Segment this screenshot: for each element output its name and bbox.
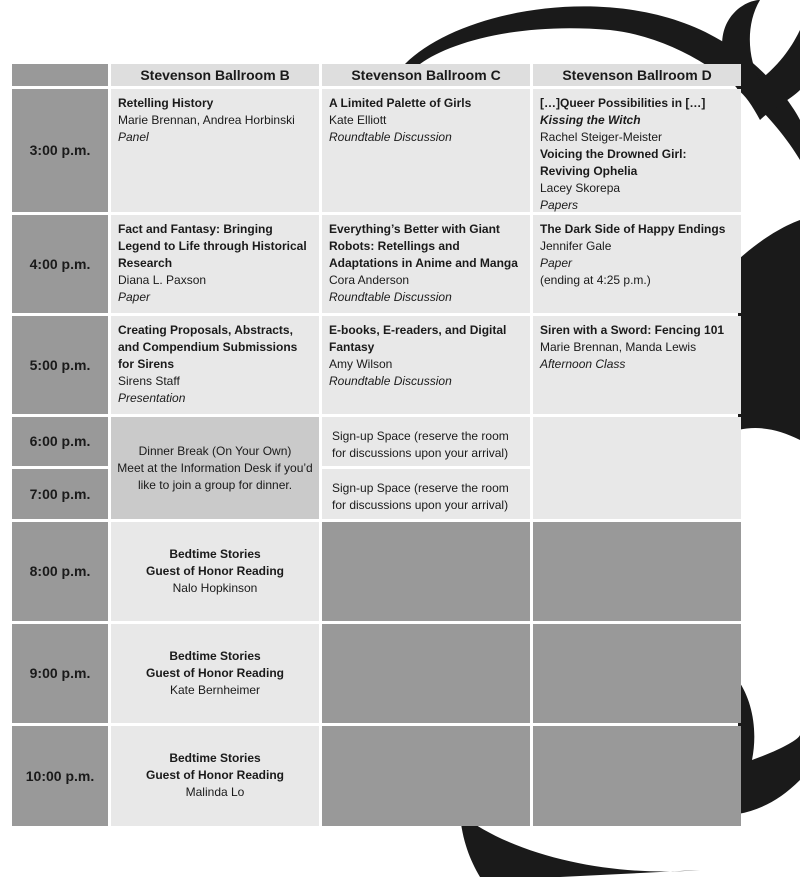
session-3pm-b xyxy=(111,89,319,212)
session-title: The Dark Side of Happy Endings xyxy=(540,222,726,236)
session-format: Panel xyxy=(118,130,149,144)
session-people: Jennifer Gale xyxy=(540,239,612,253)
bedtime-title: Bedtime Stories xyxy=(169,649,261,663)
session-people: Kate Elliott xyxy=(329,113,387,127)
session-format: Roundtable Discussion xyxy=(329,374,452,388)
session-3pm-d xyxy=(533,89,741,212)
empty-cell xyxy=(533,624,741,723)
dinner-note: Meet at the Information Desk if you’d like to join a group for dinner. xyxy=(117,460,313,492)
time-7pm: 7:00 p.m. xyxy=(12,469,108,519)
session-4pm-c xyxy=(322,215,530,313)
session-5pm-c xyxy=(322,316,530,414)
session-3pm-c xyxy=(322,89,530,212)
bedtime-reader: Kate Bernheimer xyxy=(169,683,261,697)
time-3pm: 3:00 p.m. xyxy=(12,89,108,212)
session-format: Papers xyxy=(540,198,579,212)
session-title: Retelling History xyxy=(118,96,214,110)
time-4pm: 4:00 p.m. xyxy=(12,215,108,313)
bedtime-subtitle: Guest of Honor Reading xyxy=(146,564,284,578)
bedtime-reader: Malinda Lo xyxy=(185,785,245,799)
bedtime-reader: Nalo Hopkinson xyxy=(172,581,258,595)
bedtime-stories-8pm xyxy=(111,522,319,621)
session-title-italic: Kissing the Witch xyxy=(540,113,641,127)
session-format: Paper xyxy=(540,256,573,270)
session-title: Siren with a Sword: Fencing 101 xyxy=(540,323,725,337)
session-format: Roundtable Discussion xyxy=(329,290,452,304)
empty-cell xyxy=(322,522,530,621)
session-people: Marie Brennan, Manda Lewis xyxy=(540,340,697,354)
session-people: Cora Anderson xyxy=(329,273,410,287)
session-title: […]Queer Possibilities in […] xyxy=(540,96,706,110)
empty-cell xyxy=(533,726,741,826)
schedule-grid xyxy=(12,64,738,814)
empty-cell xyxy=(322,624,530,723)
session-people: Marie Brennan, Andrea Horbinski xyxy=(118,113,295,127)
session-people: Sirens Staff xyxy=(118,374,180,388)
session-people: Lacey Skorepa xyxy=(540,181,621,195)
session-people: Rachel Steiger-Meister xyxy=(540,130,663,144)
bedtime-subtitle: Guest of Honor Reading xyxy=(146,768,284,782)
session-people: Amy Wilson xyxy=(329,357,393,371)
corner-cell xyxy=(12,64,108,86)
session-title: Fact and Fantasy: Bringing Legend to Life through Historical Research xyxy=(118,222,307,270)
header-ballroom-b: Stevenson Ballroom B xyxy=(111,64,319,86)
session-title: Creating Proposals, Abstracts, and Compendium Submissions for Sirens xyxy=(118,323,298,371)
session-format: Paper xyxy=(118,290,151,304)
dinner-title: Dinner Break (On Your Own) xyxy=(138,443,292,458)
session-title: E-books, E-readers, and Digital Fantasy xyxy=(329,323,507,354)
empty-cell xyxy=(322,726,530,826)
bedtime-stories-10pm xyxy=(111,726,319,826)
time-10pm: 10:00 p.m. xyxy=(12,726,108,826)
signup-7pm-c: Sign-up Space (reserve the room for discussions upon your arrival) xyxy=(322,469,530,519)
signup-6pm-c: Sign-up Space (reserve the room for discussions upon your arrival) xyxy=(322,417,530,466)
session-4pm-d xyxy=(533,215,741,313)
session-note: (ending at 4:25 p.m.) xyxy=(540,273,651,287)
session-5pm-d xyxy=(533,316,741,414)
empty-6pm-d xyxy=(533,417,741,519)
time-9pm: 9:00 p.m. xyxy=(12,624,108,723)
dinner-break xyxy=(111,417,319,519)
session-title: Voicing the Drowned Girl: Reviving Ophelia xyxy=(540,147,687,178)
time-6pm: 6:00 p.m. xyxy=(12,417,108,466)
session-format: Afternoon Class xyxy=(540,357,626,371)
session-title: Everything’s Better with Giant Robots: Retellings and Adaptations in Anime and Manga xyxy=(329,222,518,270)
time-5pm: 5:00 p.m. xyxy=(12,316,108,414)
header-ballroom-d: Stevenson Ballroom D xyxy=(533,64,741,86)
time-8pm: 8:00 p.m. xyxy=(12,522,108,621)
session-format: Roundtable Discussion xyxy=(329,130,452,144)
empty-cell xyxy=(533,522,741,621)
session-5pm-b xyxy=(111,316,319,414)
bedtime-title: Bedtime Stories xyxy=(169,547,261,561)
session-format: Presentation xyxy=(118,391,186,405)
session-4pm-b xyxy=(111,215,319,313)
bedtime-stories-9pm xyxy=(111,624,319,723)
session-title: A Limited Palette of Girls xyxy=(329,96,472,110)
header-ballroom-c: Stevenson Ballroom C xyxy=(322,64,530,86)
bedtime-title: Bedtime Stories xyxy=(169,751,261,765)
bedtime-subtitle: Guest of Honor Reading xyxy=(146,666,284,680)
session-people: Diana L. Paxson xyxy=(118,273,207,287)
